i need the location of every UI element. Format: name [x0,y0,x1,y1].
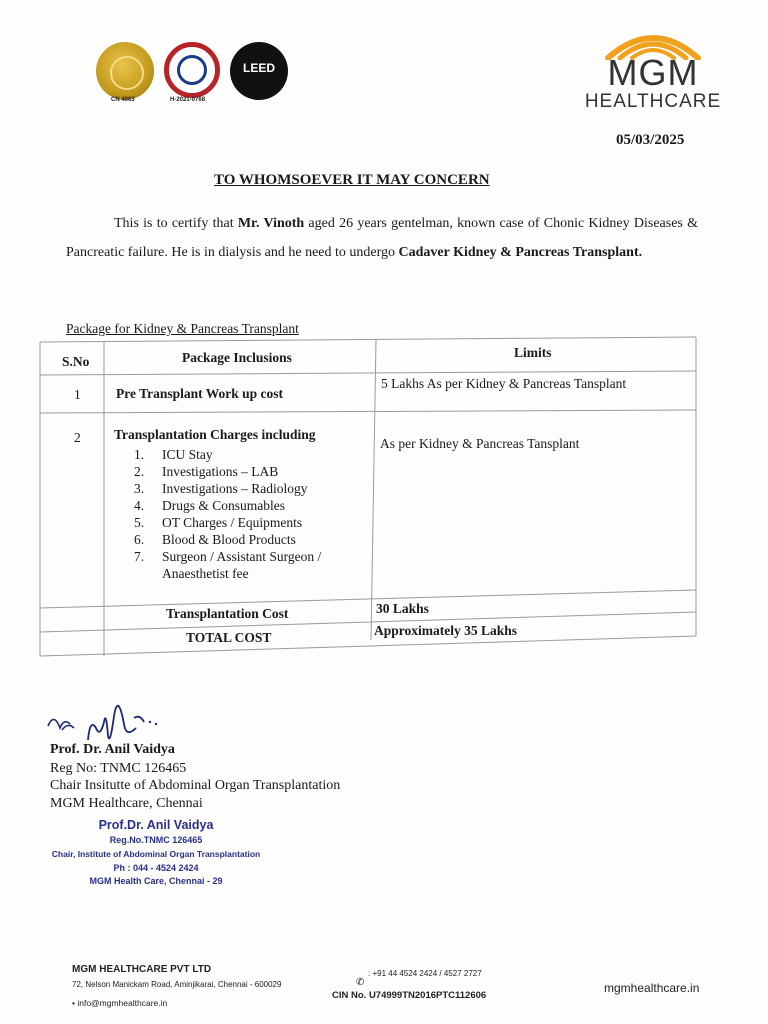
footer-phone: : +91 44 4524 2424 / 4527 2727 [368,969,482,978]
nabh-label: H-2021-0768 [170,97,206,103]
signatory-reg: Reg No: TNMC 126465 [50,761,187,776]
list-item-continuation: Anaesthetist fee [162,566,249,581]
letter-date: 05/03/2025 [616,132,685,148]
header-sno: S.No [62,354,90,369]
list-item: 2. Investigations – LAB [134,464,279,479]
logo-subtitle: HEALTHCARE [584,91,722,112]
header-inclusions: Package Inclusions [182,350,292,365]
total-cost-label: TOTAL COST [186,630,272,645]
list-item: 3. Investigations – Radiology [134,481,308,496]
header-limits: Limits [514,345,552,360]
list-item: 1. ICU Stay [134,447,213,462]
footer-company: MGM HEALTHCARE PVT LTD [72,964,212,975]
patient-name: Mr. Vinoth [237,216,305,231]
logo-name: MGM [607,52,699,93]
row-1-item: Pre Transplant Work up cost [116,386,284,401]
row-2-item: Transplantation Charges including [114,427,316,442]
signatory-title: Chair Insitutte of Abdominal Organ Transplantation [50,778,341,793]
row-2-limit: As per Kidney & Pancreas Tansplant [380,436,580,451]
row-1-sno: 1 [74,387,81,402]
footer-email: • info@mgmhealthcare.in [72,998,168,1008]
para-part-2: aged 26 years gentelman, known case of Chonic Kidney Diseases & Pancreatic failure. He is in dialysis and he need to undergo [66,216,698,260]
list-item: 6. Blood & Blood Products [134,532,296,547]
row-1-limit: 5 Lakhs As per Kidney & Pancreas Tansplant [381,376,627,391]
stamp-phone: Ph : 044 - 4524 2424 [113,863,199,873]
transplant-cost-label: Transplantation Cost [166,606,289,621]
signatory-org: MGM Healthcare, Chennai [50,796,203,811]
phone-icon: ✆ [356,977,365,988]
transplant-cost-value: 30 Lakhs [376,601,429,616]
procedure-name: Cadaver Kidney & Pancreas Transplant. [398,245,643,260]
row-2-sno: 2 [74,430,81,445]
letter-heading: TO WHOMSOEVER IT MAY CONCERN [214,172,490,188]
signatory-name: Prof. Dr. Anil Vaidya [50,742,175,757]
stamp-name: Prof.Dr. Anil Vaidya [98,818,214,832]
list-item: 5. OT Charges / Equipments [134,515,303,530]
list-item: 4. Drugs & Consumables [134,498,285,513]
stamp-org: MGM Health Care, Chennai - 29 [89,876,223,886]
list-item: 7. Surgeon / Assistant Surgeon / [134,549,322,564]
seal-label: CN 4063 [111,97,135,103]
stamp-title: Chair, Institute of Abdominal Organ Transplantation [51,849,261,859]
footer-website[interactable]: mgmhealthcare.in [604,981,700,995]
table-caption: Package for Kidney & Pancreas Transplant [66,321,299,336]
leed-label: LEED [242,61,275,75]
para-part-1: This is to certify that [114,216,238,231]
inclusions-list [134,446,321,582]
stamp-reg: Reg.No.TNMC 126465 [109,835,203,845]
footer-cin: CIN No. U74999TN2016PTC112606 [332,990,487,1001]
total-cost-value: Approximately 35 Lakhs [374,623,518,638]
footer-address: 72, Nelson Manickam Road, Aminjikarai, Chennai - 600029 [72,980,282,989]
